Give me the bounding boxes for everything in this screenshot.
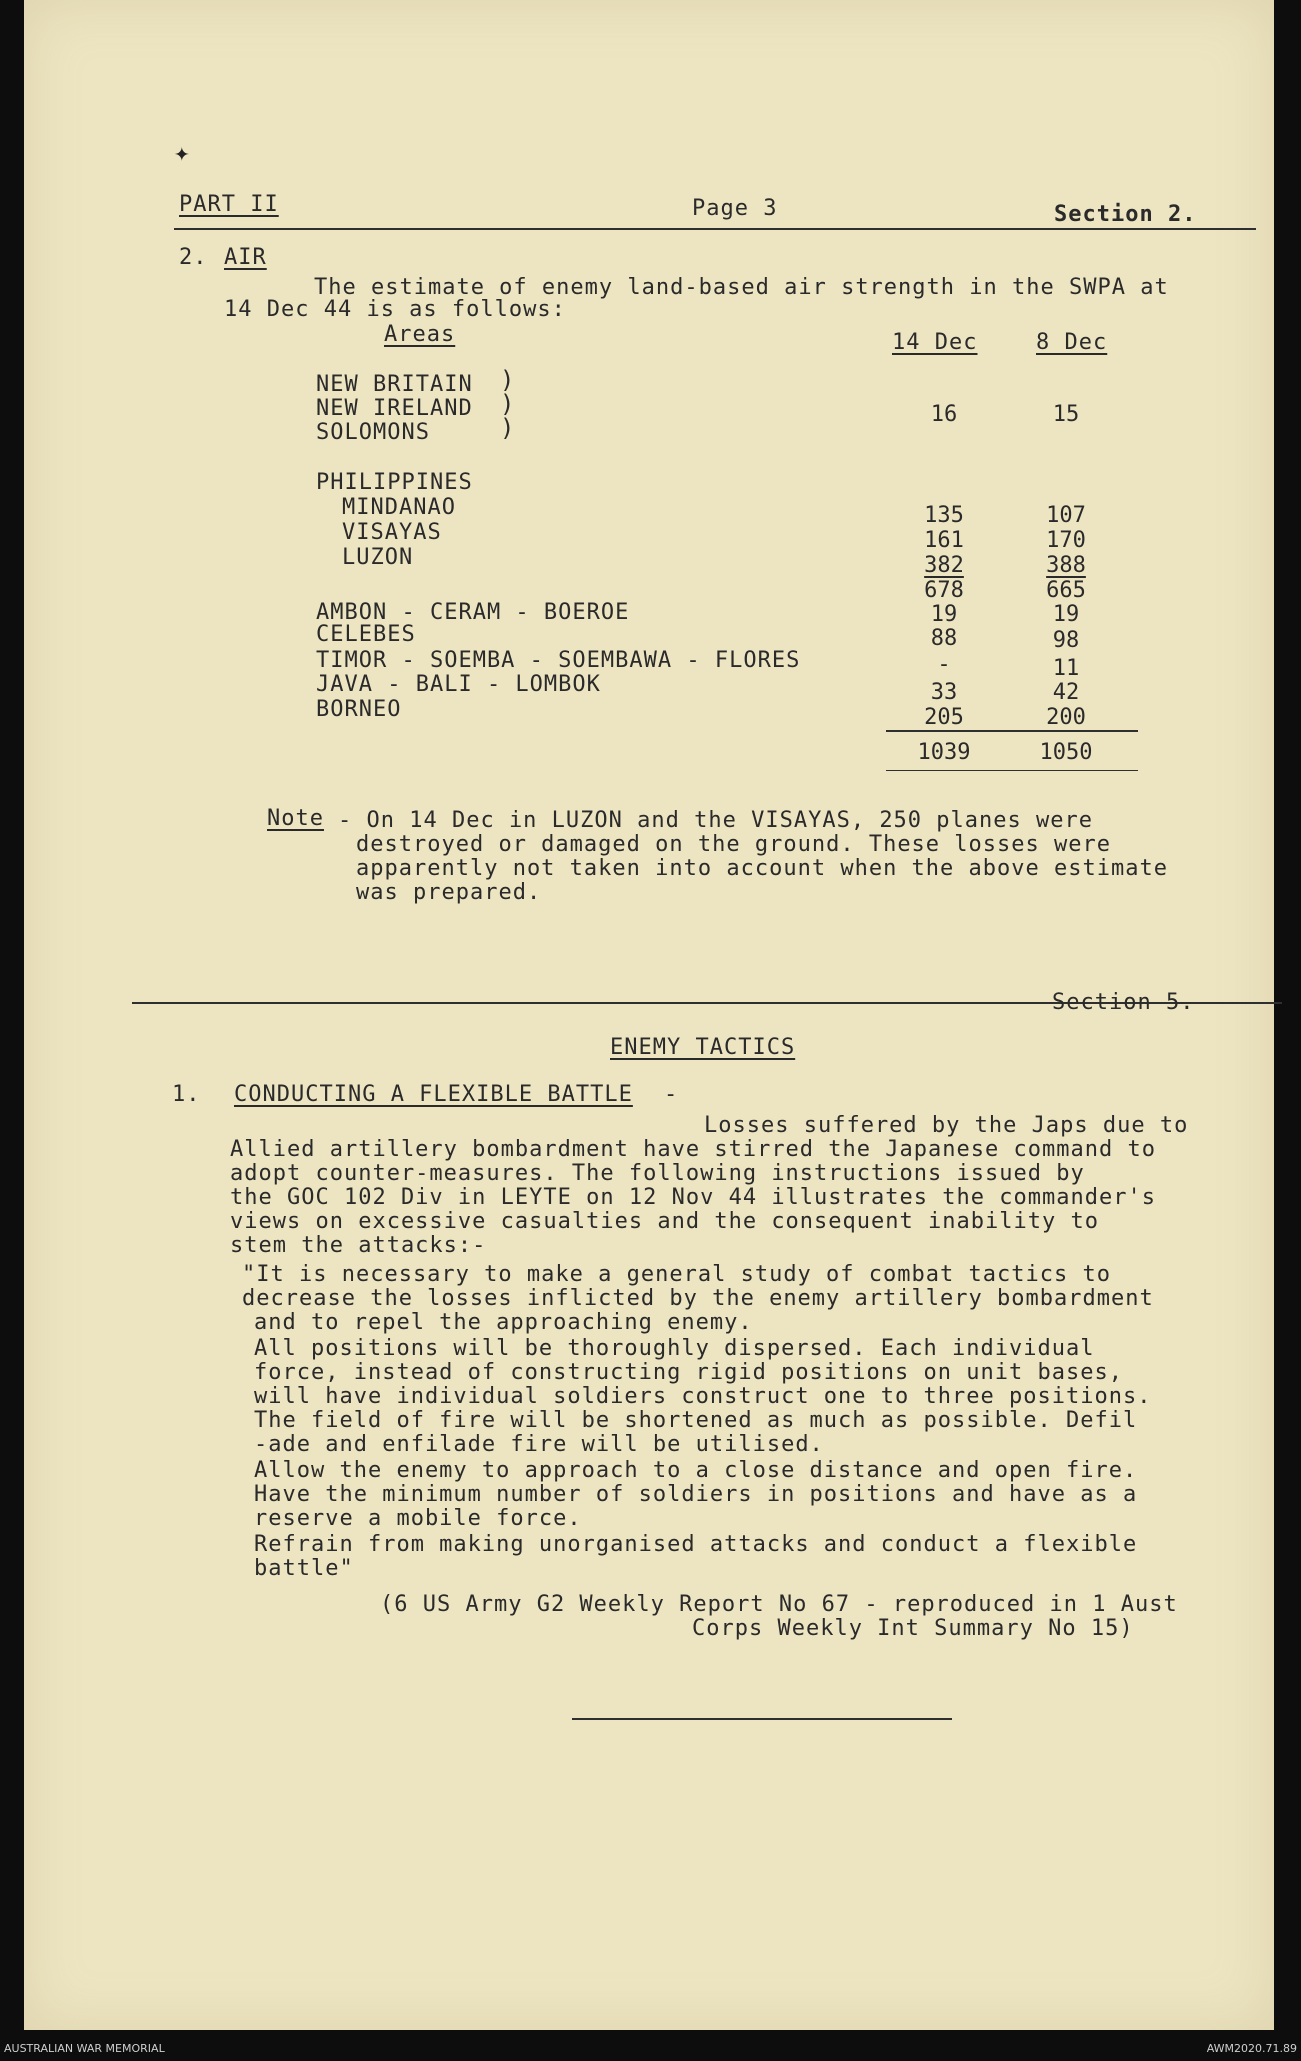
area-name: SOLOMONS xyxy=(316,420,430,445)
area-name: CELEBES xyxy=(316,622,416,647)
area-name: PHILIPPINES xyxy=(316,470,473,495)
body-line: Losses suffered by the Japs due to xyxy=(704,1113,1189,1138)
value-14-dec: 205 xyxy=(924,705,964,730)
page-number: Page 3 xyxy=(692,196,778,221)
quote-line: All positions will be thoroughly dispersed. Each individual xyxy=(254,1336,1095,1361)
document-page xyxy=(24,0,1274,2030)
value-14-dec: 16 xyxy=(930,402,958,427)
value-8-dec: 98 xyxy=(1052,628,1080,653)
body-line: views on excessive casualties and the consequent inability to xyxy=(230,1209,1099,1234)
ink-mark: ✦ xyxy=(174,138,190,168)
part-label: PART II xyxy=(179,192,279,217)
note-line: apparently not taken into account when the above estimate xyxy=(356,856,1168,881)
quote-line: -ade and enfilade fire will be utilised. xyxy=(254,1432,824,1457)
header-rule xyxy=(174,228,1256,230)
body-line: adopt counter-measures. The following instructions issued by xyxy=(230,1161,1085,1186)
area-name: LUZON xyxy=(342,545,414,570)
quote-line: "It is necessary to make a general study of combat tactics to xyxy=(242,1262,1111,1287)
quote-line: force, instead of constructing rigid positions on unit bases, xyxy=(254,1360,1123,1385)
note-line: - On 14 Dec in LUZON and the VISAYAS, 250 planes were xyxy=(338,808,1093,833)
area-name: VISAYAS xyxy=(342,520,442,545)
value-14-dec: 382 xyxy=(924,553,964,578)
quote-line: battle" xyxy=(254,1556,354,1581)
brace-mark: ) ) ) xyxy=(500,366,515,442)
total-rule xyxy=(886,730,1138,732)
item-dash: - xyxy=(664,1082,679,1107)
area-name: JAVA - BALI - LOMBOK xyxy=(316,672,601,697)
section-label: Section 2. xyxy=(1054,202,1197,227)
area-name: BORNEO xyxy=(316,697,402,722)
air-intro-line: The estimate of enemy land-based air strength in the SWPA at xyxy=(314,275,1169,300)
value-14-dec: 88 xyxy=(930,626,958,651)
value-8-dec: 107 xyxy=(1046,503,1086,528)
quote-line: Have the minimum number of soldiers in positions and have as a xyxy=(254,1482,1138,1507)
note-line: was prepared. xyxy=(356,880,542,905)
quote-line: The field of fire will be shortened as much as possible. Defil xyxy=(254,1408,1138,1433)
area-name: NEW BRITAIN xyxy=(316,372,473,397)
value-14-dec: 161 xyxy=(924,528,964,553)
body-line: the GOC 102 Div in LEYTE on 12 Nov 44 illustrates the commander's xyxy=(230,1185,1156,1210)
quote-line: and to repel the approaching enemy. xyxy=(254,1310,753,1335)
area-name: MINDANAO xyxy=(342,495,456,520)
area-name: AMBON - CERAM - BOEROE xyxy=(316,600,630,625)
total-rule xyxy=(886,770,1138,771)
value-8-dec: 200 xyxy=(1046,705,1086,730)
footer-right: AWM2020.71.89 xyxy=(1206,2042,1297,2055)
source-line: (6 US Army G2 Weekly Report No 67 - reproduced in 1 Aust xyxy=(380,1592,1178,1617)
area-name: NEW IRELAND xyxy=(316,396,473,421)
value-14-dec: 19 xyxy=(930,602,958,627)
col-header-areas: Areas xyxy=(384,322,456,347)
col-header-8-dec: 8 Dec xyxy=(1036,330,1108,355)
item-heading: CONDUCTING A FLEXIBLE BATTLE xyxy=(234,1082,633,1107)
end-rule xyxy=(572,1718,952,1720)
value-8-dec: 15 xyxy=(1052,402,1080,427)
subtotal-14-dec: 678 xyxy=(924,578,964,603)
value-8-dec: 170 xyxy=(1046,528,1086,553)
source-line: Corps Weekly Int Summary No 15) xyxy=(692,1616,1134,1641)
section-title: ENEMY TACTICS xyxy=(610,1035,796,1060)
value-8-dec: 11 xyxy=(1052,656,1080,681)
air-heading-number: 2. xyxy=(179,245,208,270)
value-8-dec: 42 xyxy=(1052,680,1080,705)
air-heading: AIR xyxy=(224,245,267,270)
body-line: Allied artillery bombardment have stirred the Japanese command to xyxy=(230,1137,1156,1162)
quote-line: reserve a mobile force. xyxy=(254,1506,582,1531)
value-14-dec: - xyxy=(937,652,951,677)
area-name: TIMOR - SOEMBA - SOEMBAWA - FLORES xyxy=(316,648,801,673)
value-8-dec: 388 xyxy=(1046,553,1086,578)
value-14-dec: 135 xyxy=(924,503,964,528)
quote-line: decrease the losses inflicted by the enemy artillery bombardment xyxy=(242,1286,1154,1311)
subtotal-8-dec: 665 xyxy=(1046,578,1086,603)
value-14-dec: 33 xyxy=(930,680,958,705)
total-14-dec: 1039 xyxy=(917,740,971,765)
quote-line: Allow the enemy to approach to a close distance and open fire. xyxy=(254,1458,1138,1483)
total-8-dec: 1050 xyxy=(1039,740,1093,765)
footer-left: AUSTRALIAN WAR MEMORIAL xyxy=(4,2042,165,2055)
quote-line: will have individual soldiers construct one to three positions. xyxy=(254,1384,1152,1409)
quote-line: Refrain from making unorganised attacks and conduct a flexible xyxy=(254,1532,1138,1557)
section-5-label: Section 5. xyxy=(1052,990,1195,1015)
body-line: stem the attacks:- xyxy=(230,1233,487,1258)
note-line: destroyed or damaged on the ground. These losses were xyxy=(356,832,1111,857)
col-header-14-dec: 14 Dec xyxy=(892,330,978,355)
item-number: 1. xyxy=(172,1082,201,1107)
note-label: Note xyxy=(267,806,324,831)
value-8-dec: 19 xyxy=(1052,602,1080,627)
air-intro-line: 14 Dec 44 is as follows: xyxy=(224,297,566,322)
